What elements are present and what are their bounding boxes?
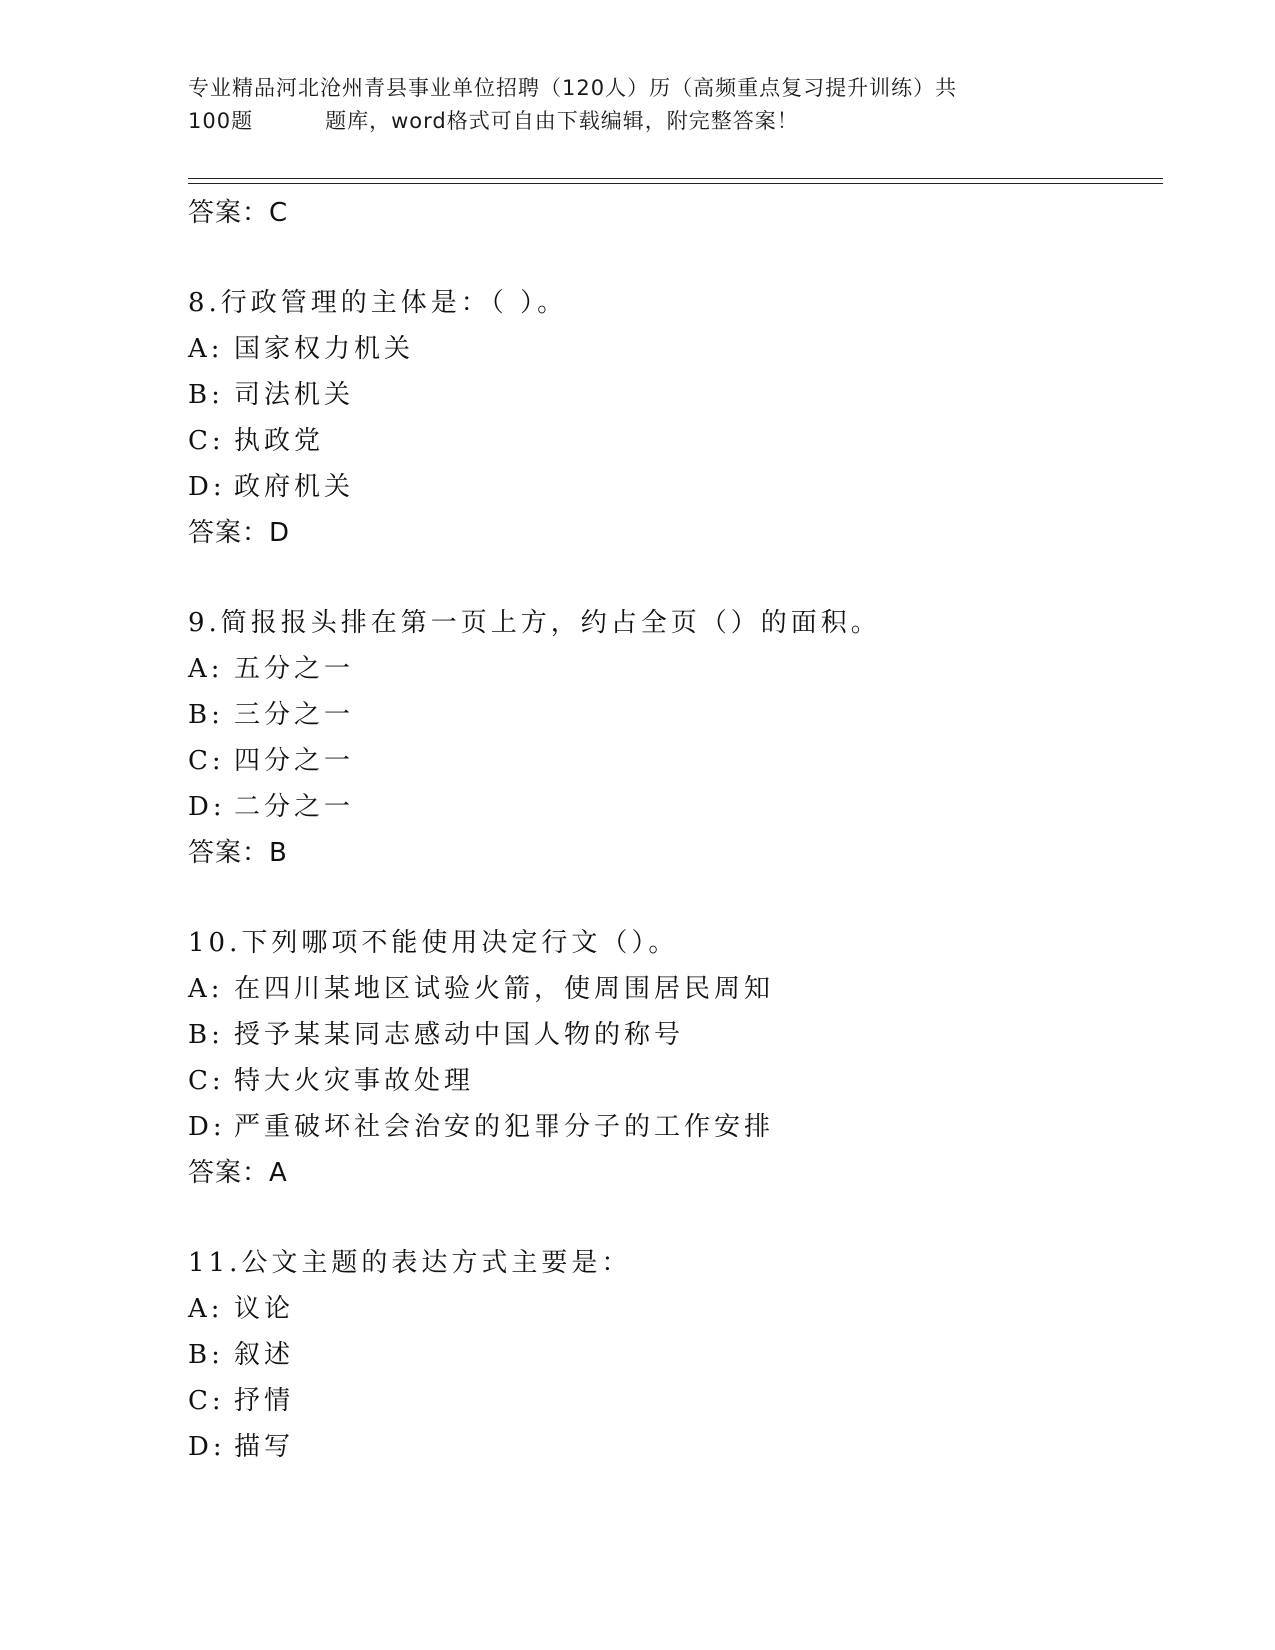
option-text: 二分之一 — [234, 792, 355, 822]
question-8 — [188, 280, 1148, 556]
option-text: 在四川某地区试验火箭，使周围居民周知 — [234, 974, 775, 1004]
option-letter: D: — [188, 1432, 226, 1462]
option-c — [188, 418, 1148, 464]
option-letter: D: — [188, 1112, 226, 1142]
option-letter: A: — [188, 654, 224, 684]
previous-question-answer: 答案：C — [188, 198, 289, 228]
header-divider-bottom — [188, 183, 1163, 184]
option-letter: B: — [188, 1020, 224, 1050]
question-10 — [188, 920, 1148, 1196]
option-c — [188, 738, 1148, 784]
option-c — [188, 1378, 1148, 1424]
question-text: 10.下列哪项不能使用决定行文（）。 — [188, 928, 679, 958]
option-d — [188, 784, 1148, 830]
option-letter: B: — [188, 700, 224, 730]
option-text: 五分之一 — [234, 654, 355, 684]
option-letter: B: — [188, 1340, 224, 1370]
option-text: 授予某某同志感动中国人物的称号 — [234, 1020, 685, 1050]
question-9 — [188, 600, 1148, 876]
header-description: 题库，word格式可自由下载编辑，附完整答案！ — [325, 109, 799, 133]
option-letter: C: — [188, 1066, 225, 1096]
option-text: 抒情 — [234, 1386, 295, 1416]
option-letter: C: — [188, 746, 225, 776]
option-letter: C: — [188, 426, 225, 456]
option-d — [188, 1424, 1148, 1470]
question-answer: 答案：D — [188, 518, 291, 548]
option-d — [188, 464, 1148, 510]
option-text: 议论 — [234, 1294, 295, 1324]
question-list — [188, 190, 1148, 1470]
option-letter: D: — [188, 472, 226, 502]
option-letter: D: — [188, 792, 226, 822]
header-question-count: 100题 — [188, 109, 254, 133]
header-divider-top — [188, 178, 1163, 179]
option-text: 严重破坏社会治安的犯罪分子的工作安排 — [234, 1112, 775, 1142]
document-header — [188, 72, 1108, 138]
option-b — [188, 1012, 1148, 1058]
option-letter: B: — [188, 380, 224, 410]
question-text: 8.行政管理的主体是：（ ）。 — [188, 288, 568, 318]
question-answer: 答案：A — [188, 1158, 288, 1188]
option-c — [188, 1058, 1148, 1104]
option-d — [188, 1104, 1148, 1150]
option-text: 三分之一 — [234, 700, 355, 730]
option-letter: C: — [188, 1386, 225, 1416]
option-letter: A: — [188, 1294, 224, 1324]
option-b — [188, 372, 1148, 418]
option-text: 特大火灾事故处理 — [234, 1066, 475, 1096]
question-answer: 答案：B — [188, 838, 288, 868]
option-text: 司法机关 — [234, 380, 355, 410]
option-text: 叙述 — [234, 1340, 295, 1370]
option-text: 国家权力机关 — [234, 334, 415, 364]
option-a — [188, 1286, 1148, 1332]
option-b — [188, 1332, 1148, 1378]
question-11 — [188, 1240, 1148, 1470]
option-text: 政府机关 — [234, 472, 355, 502]
option-a — [188, 326, 1148, 372]
option-text: 描写 — [234, 1432, 295, 1462]
question-text: 9.简报报头排在第一页上方，约占全页（）的面积。 — [188, 608, 881, 638]
option-a — [188, 966, 1148, 1012]
option-text: 四分之一 — [234, 746, 355, 776]
option-letter: A: — [188, 974, 224, 1004]
header-title-line2 — [188, 105, 1108, 138]
option-letter: A: — [188, 334, 224, 364]
question-text: 11.公文主题的表达方式主要是： — [188, 1248, 632, 1278]
header-title-line1: 专业精品河北沧州青县事业单位招聘（120人）历（高频重点复习提升训练）共 — [188, 76, 958, 100]
option-text: 执政党 — [234, 426, 325, 456]
option-b — [188, 692, 1148, 738]
option-a — [188, 646, 1148, 692]
